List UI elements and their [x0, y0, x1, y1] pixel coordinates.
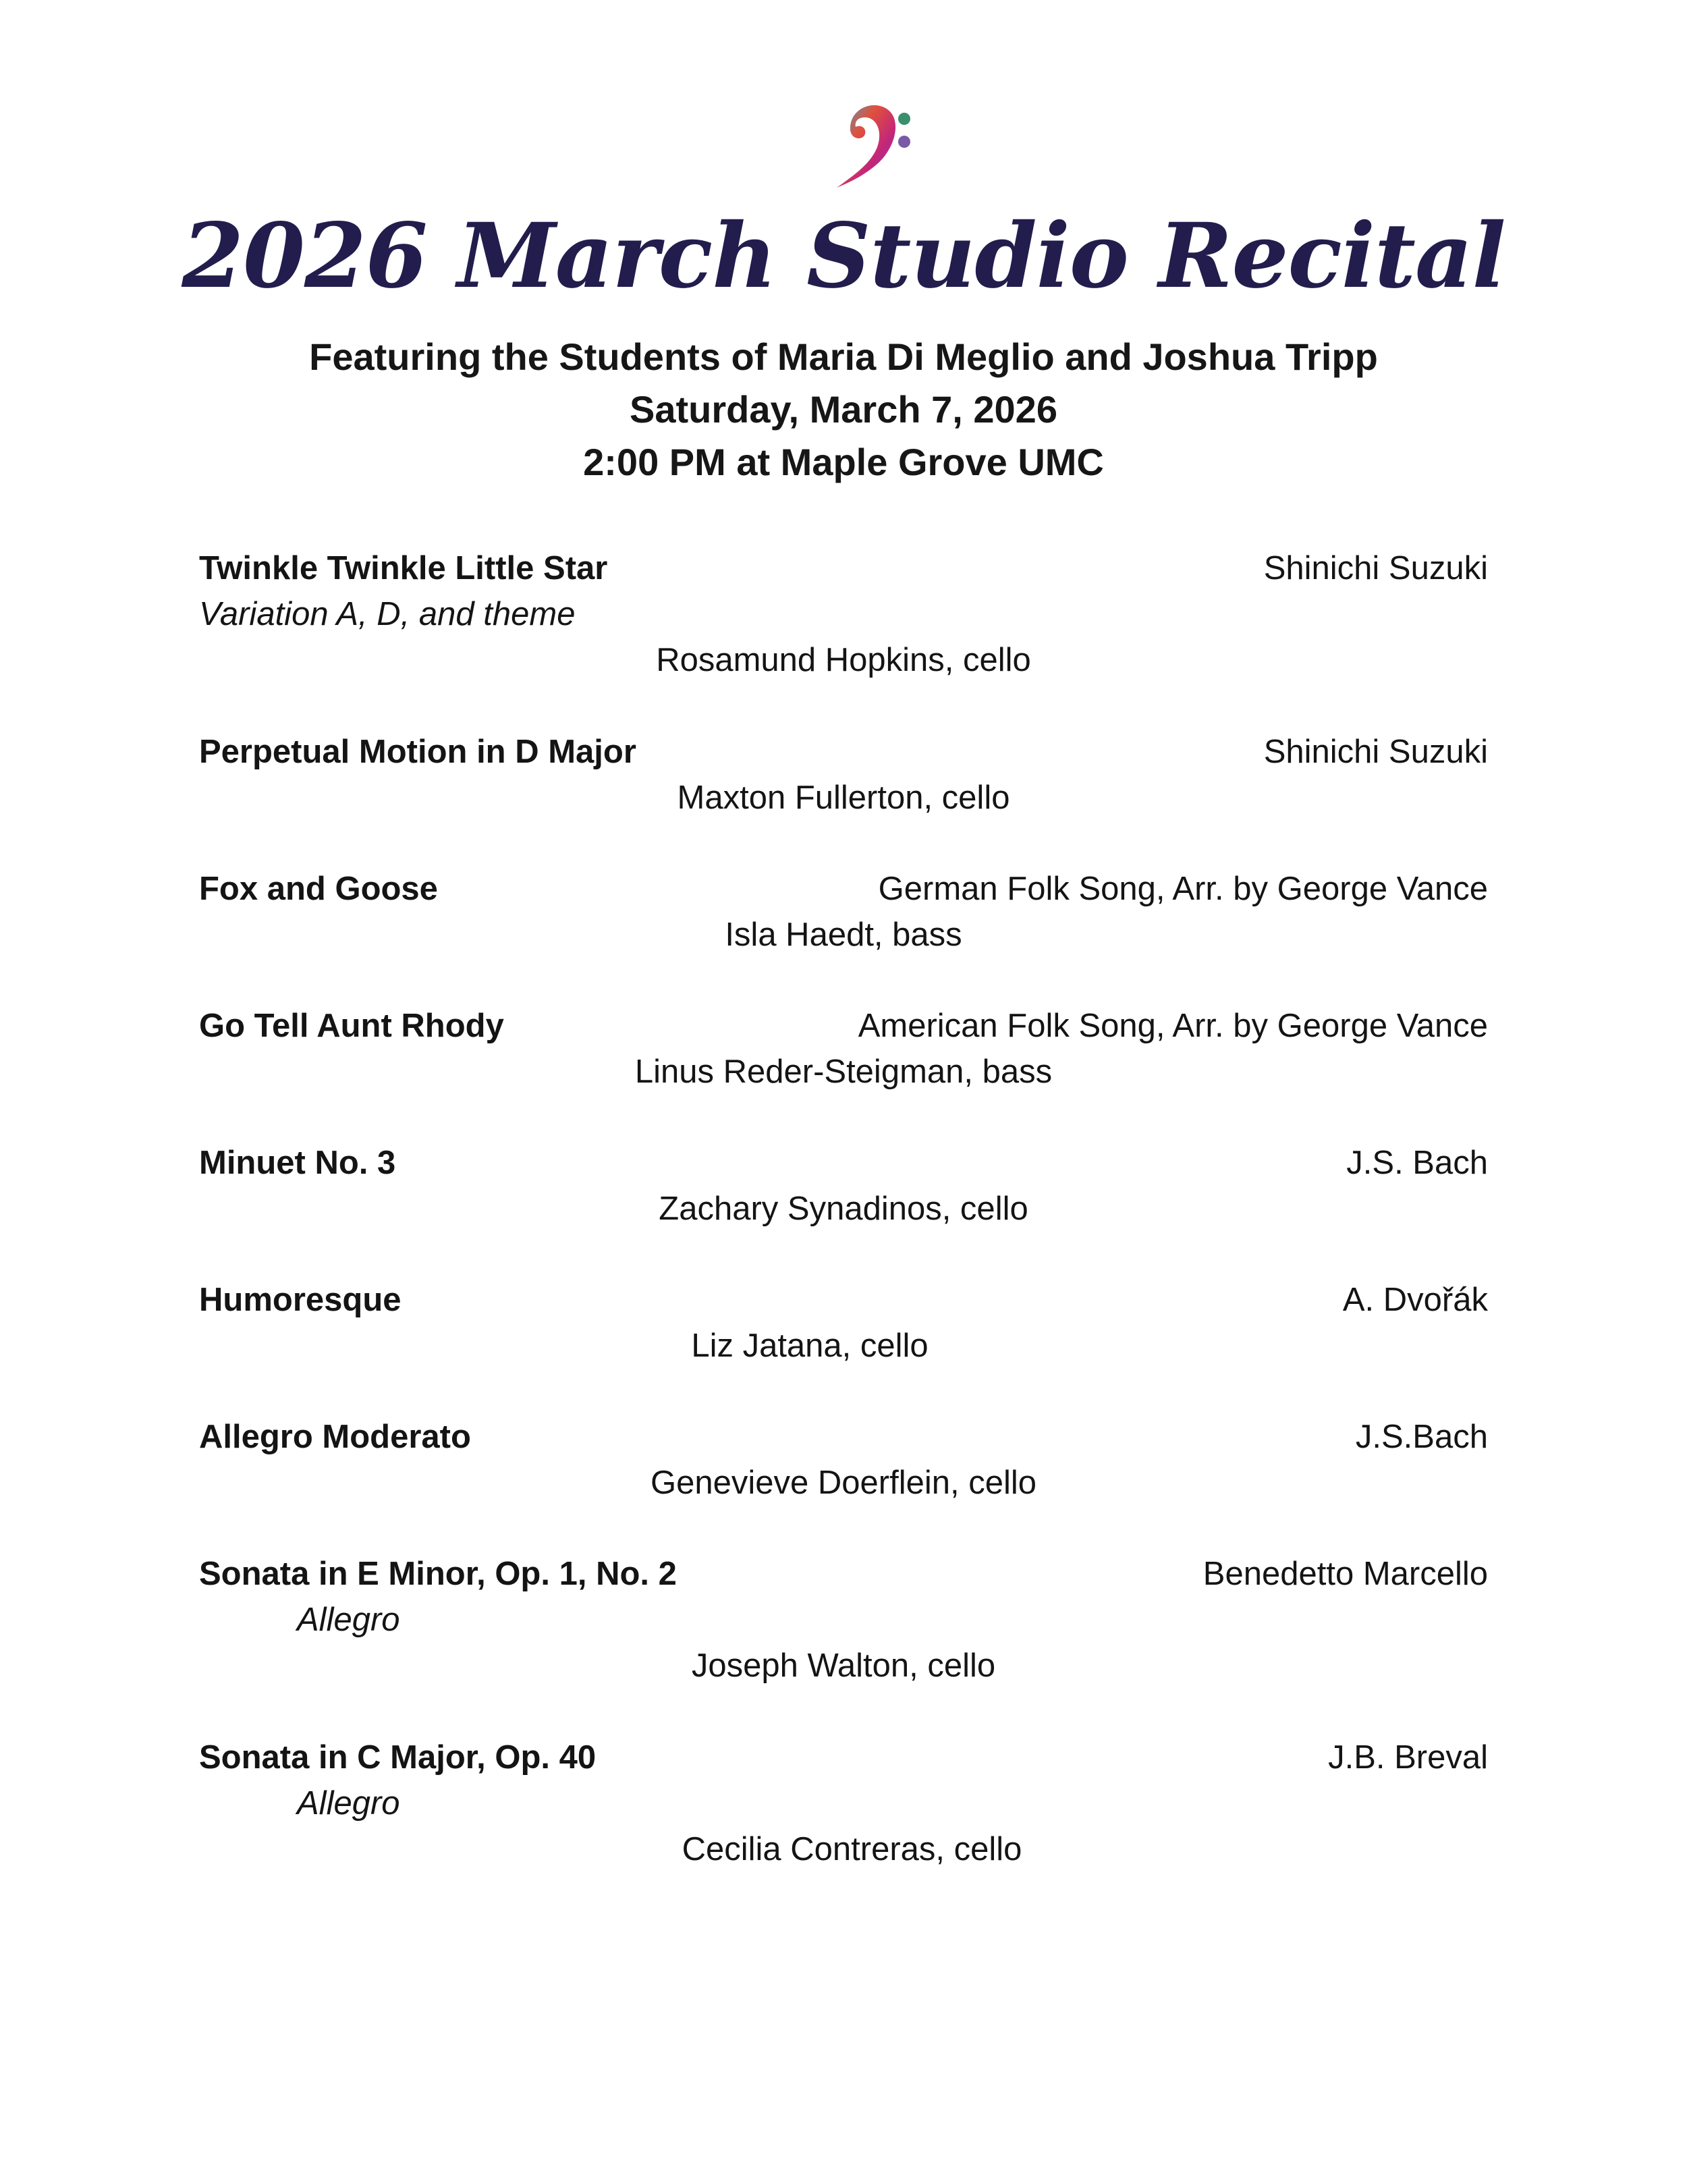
piece-composer: Shinichi Suzuki [1263, 734, 1488, 770]
piece-performer: Genevieve Doerflein, cello [651, 1465, 1036, 1501]
piece-performer: Joseph Walton, cello [691, 1647, 996, 1684]
piece-title: Perpetual Motion in D Major [199, 734, 636, 770]
piece-performer: Zachary Synadinos, cello [659, 1191, 1028, 1227]
piece-title: Twinkle Twinkle Little Star [199, 550, 608, 586]
piece-composer: J.B. Breval [1328, 1739, 1488, 1776]
piece-movement: Variation A, D, and theme [199, 596, 576, 632]
piece-title: Sonata in E Minor, Op. 1, No. 2 [199, 1556, 677, 1592]
program-item [199, 866, 1488, 958]
featuring-line: Featuring the Students of Maria Di Meglio and Joshua Tripp [309, 335, 1378, 378]
program-item [199, 1414, 1488, 1506]
program-item [199, 1551, 1488, 1689]
piece-composer: American Folk Song, Arr. by George Vance [858, 1008, 1488, 1044]
piece-title: Sonata in C Major, Op. 40 [199, 1739, 597, 1776]
program-item [199, 545, 1488, 683]
piece-composer: A. Dvořák [1342, 1282, 1488, 1318]
piece-performer: Liz Jatana, cello [691, 1328, 929, 1364]
bass-clef-icon [823, 93, 924, 194]
piece-title: Go Tell Aunt Rhody [199, 1008, 504, 1044]
piece-movement: Allegro [297, 1602, 400, 1638]
recital-date: Saturday, March 7, 2026 [630, 388, 1057, 431]
recital-title: 2026 March Studio Recital [182, 204, 1505, 308]
piece-performer: Cecilia Contreras, cello [682, 1831, 1022, 1867]
program-item [199, 1735, 1488, 1872]
program-item [199, 1277, 1488, 1369]
program-item [199, 729, 1488, 821]
piece-performer: Maxton Fullerton, cello [677, 780, 1010, 816]
piece-title: Allegro Moderato [199, 1419, 471, 1455]
piece-composer: Shinichi Suzuki [1263, 550, 1488, 586]
piece-title: Fox and Goose [199, 871, 438, 907]
piece-title: Minuet No. 3 [199, 1145, 396, 1181]
piece-performer: Rosamund Hopkins, cello [656, 642, 1031, 678]
piece-performer: Isla Haedt, bass [725, 917, 962, 953]
program-item [199, 1140, 1488, 1232]
piece-title: Humoresque [199, 1282, 402, 1318]
piece-composer: J.S.Bach [1355, 1419, 1488, 1455]
recital-time-location: 2:00 PM at Maple Grove UMC [583, 441, 1104, 483]
piece-composer: German Folk Song, Arr. by George Vance [878, 871, 1488, 907]
piece-performer: Linus Reder-Steigman, bass [634, 1054, 1053, 1090]
program-item [199, 1003, 1488, 1095]
piece-composer: J.S. Bach [1346, 1145, 1488, 1181]
piece-movement: Allegro [297, 1785, 400, 1822]
piece-composer: Benedetto Marcello [1202, 1556, 1488, 1592]
